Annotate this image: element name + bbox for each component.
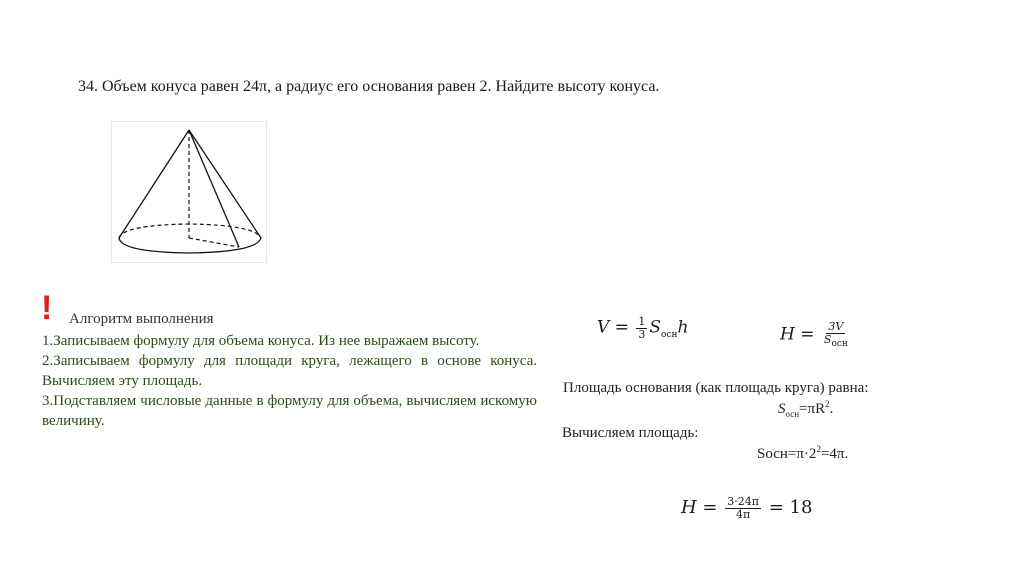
volume-formula xyxy=(597,316,688,340)
calculation-label: Вычисляем площадь: xyxy=(562,425,699,441)
circle-area-tail: . xyxy=(829,401,834,417)
height-symbol: h xyxy=(677,317,689,338)
final-lhs: H = xyxy=(681,497,718,519)
cone-front-generatrix xyxy=(189,130,239,247)
calc-expr-a: Sосн=π·2 xyxy=(757,446,817,462)
algorithm-step-2: 2.Записываем формулу для площади круга, лежащего в основе конуса. Вычисляем эту площадь. xyxy=(42,353,537,389)
height-den-subscript: осн xyxy=(831,338,848,349)
final-denominator: 4π xyxy=(736,507,751,521)
circle-area-eq: =πR xyxy=(799,401,826,417)
final-fraction xyxy=(725,496,761,520)
cone-base-front-arc xyxy=(119,238,261,253)
figure-frame xyxy=(112,122,267,263)
height-denominator xyxy=(822,334,850,350)
algorithm-title: Алгоритм выполнения xyxy=(69,311,214,327)
fraction-denominator: 3 xyxy=(638,327,646,341)
cone-diagram xyxy=(111,121,267,263)
problem-statement: 34. Объем конуса равен 24π, а радиус его основания равен 2. Найдите высоту конуса. xyxy=(78,78,660,95)
one-third-fraction xyxy=(636,316,647,340)
height-formula xyxy=(780,321,852,349)
algorithm-step-1: 1.Записываем формулу для объема конуса. Из нее выражаем высоту. xyxy=(42,333,480,349)
height-fraction xyxy=(822,321,850,349)
circle-area-subscript: осн xyxy=(785,409,800,419)
final-result: = 18 xyxy=(768,497,813,519)
cone-base-back-arc xyxy=(119,224,261,238)
calc-expr-b: =4π. xyxy=(820,446,849,462)
exclamation-icon: ! xyxy=(41,289,53,327)
algorithm-step-3: 3.Подставляем числовые данные в формулу для объема, вычисляем искомую величину. xyxy=(42,393,537,429)
base-area-symbol: S xyxy=(649,317,661,338)
height-numerator: 3V xyxy=(828,320,844,333)
algorithm-steps xyxy=(42,331,537,431)
circle-area-symbol: S xyxy=(778,401,786,417)
final-numerator: 3·24π xyxy=(727,495,759,508)
final-answer xyxy=(681,496,812,520)
calc-expr-power: 2 xyxy=(816,444,821,454)
volume-lhs: V = xyxy=(597,317,629,338)
height-den-symbol: S xyxy=(823,332,832,346)
calculation-expression xyxy=(757,444,848,463)
fraction-numerator: 1 xyxy=(638,315,646,328)
base-area-label: Площадь основания (как площадь круга) равна: xyxy=(563,380,869,396)
circle-area-formula xyxy=(778,399,833,419)
cone-right-generatrix xyxy=(189,130,261,238)
base-area-subscript: осн xyxy=(661,329,678,340)
cone-radius-line xyxy=(189,238,239,247)
cone-left-generatrix xyxy=(119,130,189,238)
circle-area-power: 2 xyxy=(825,399,830,409)
height-lhs: H = xyxy=(780,324,815,345)
